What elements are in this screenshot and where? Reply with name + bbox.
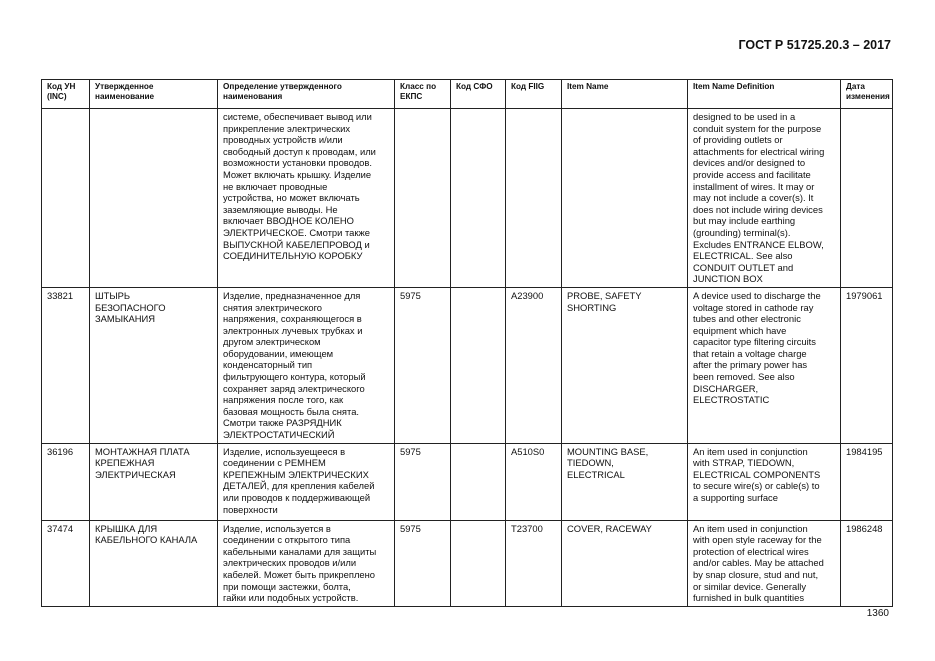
cell-text-line: been removed. See also [693, 371, 795, 383]
cell-change-date: 1984195 [841, 443, 893, 520]
cell-text-line: PROBE, SAFETY [567, 289, 642, 301]
cell-text-line: электрических проводов и/или [223, 557, 357, 569]
cell-text-line: при помощи застежки, болта, [223, 580, 351, 592]
cell-ekps-class: 5975 [395, 520, 451, 606]
cell-text-line: Может включать крышку. Изделие [223, 168, 372, 180]
cell-text-line: COVER, RACEWAY [567, 522, 652, 534]
cell-text-line: оборудовании, имеющем [223, 347, 334, 359]
cell-item-name [562, 443, 688, 520]
cell-text-line: базовая мощность была снята. [223, 405, 360, 417]
cell-item-name [562, 109, 688, 288]
cell-text-line: ELECTRICAL COMPONENTS [693, 468, 821, 480]
cell-text-line: Изделие, используещееся в [223, 445, 346, 457]
cell-item-name-definition [688, 520, 841, 606]
table-row [42, 287, 893, 443]
cell-text-line: КРЫШКА ДЛЯ [95, 522, 158, 534]
cell-text-line: КРЕПЕЖНЫМ ЭЛЕКТРИЧЕСКИХ [223, 468, 369, 480]
cell-text-line: ЭЛЕКТРИЧЕСКАЯ [95, 468, 176, 480]
cell-text-line: JUNCTION BOX [693, 273, 763, 285]
cell-text-line: of providing outlets or [693, 134, 783, 146]
cell-text-line: DISCHARGER, [693, 382, 759, 394]
column-header-inc: Код УН (INC) [42, 80, 90, 109]
cell-text-line: conduit system for the purpose [693, 122, 822, 134]
document-code: ГОСТ Р 51725.20.3 – 2017 [738, 38, 891, 52]
cell-text-line: конденсаторный тип [223, 359, 313, 371]
cell-text-line: An item used in conjunction [693, 445, 808, 457]
cell-text-line: фильтрующего контура, который [223, 371, 366, 383]
cell-fiig-code: T23700 [506, 520, 562, 606]
cell-text-line: включает ВВОДНОЕ КОЛЕНО [223, 215, 354, 227]
cell-text-line: installment of wires. It may or [693, 180, 815, 192]
cell-text-line: ДЕТАЛЕЙ, для крепления кабелей [223, 480, 375, 492]
column-header-name-definition: Определение утвержденного наименования [218, 80, 395, 109]
cell-text-line: кабельными каналами для защиты [223, 545, 377, 557]
cell-sfo-code [451, 287, 506, 443]
cell-definition-ru [218, 443, 395, 520]
cell-text-line: Excludes ENTRANCE ELBOW, [693, 238, 824, 250]
cell-definition-ru [218, 520, 395, 606]
cell-change-date [841, 109, 893, 288]
cell-change-date: 1986248 [841, 520, 893, 606]
cell-text-line: a supporting surface [693, 492, 778, 503]
cell-text-line: ЭЛЕКТРИЧЕСКОЕ. Смотри также [223, 226, 370, 238]
table-row [42, 520, 893, 606]
cell-text-line: An item used in conjunction [693, 522, 808, 534]
cell-text-line: напряжения, сохраняющегося в [223, 313, 362, 325]
cell-fiig-code: A510S0 [506, 443, 562, 520]
cell-text-line: designed to be used in a [693, 111, 796, 122]
cell-inc: 37474 [42, 520, 90, 606]
cell-approved-name [90, 520, 218, 606]
cell-text-line: гайки или подобных устройств. [223, 592, 359, 604]
cell-text-line: устройства, но может включать [223, 192, 360, 204]
cell-text-line: системе, обеспечивает вывод или [223, 111, 372, 122]
cell-text-line: voltage stored in cathode ray [693, 301, 814, 313]
cell-text-line: or similar device. Generally [693, 580, 807, 592]
column-header-item-name-definition: Item Name Definition [688, 80, 841, 109]
cell-change-date: 1979061 [841, 287, 893, 443]
table-row [42, 443, 893, 520]
cell-definition-ru [218, 109, 395, 288]
cell-text-line: кабелей. Может быть прикреплено [223, 569, 376, 580]
cell-ekps-class: 5975 [395, 443, 451, 520]
cell-text-line: tubes and other electronic [693, 313, 801, 325]
cell-text-line: ШТЫРЬ [95, 289, 131, 301]
cell-inc: 33821 [42, 287, 90, 443]
cell-text-line: ЭЛЕКТРОСТАТИЧЕСКИЙ [223, 429, 335, 441]
cell-fiig-code: A23900 [506, 287, 562, 443]
cell-text-line: прикрепление электрических [223, 122, 351, 134]
cell-text-line: соединении с открытого типа [223, 534, 351, 546]
cell-sfo-code [451, 109, 506, 288]
cell-text-line: Изделие, предназначенное для [223, 289, 361, 301]
cell-text-line: provide access and facilitate [693, 168, 811, 180]
cell-text-line: МОНТАЖНАЯ ПЛАТА [95, 445, 190, 457]
cell-inc [42, 109, 90, 288]
cell-text-line: не включает проводные [223, 180, 328, 192]
cell-text-line: CONDUIT OUTLET and [693, 261, 794, 273]
cell-approved-name [90, 109, 218, 288]
cell-item-name-definition [688, 109, 841, 288]
column-header-change-date: Дата изменения [841, 80, 893, 109]
cell-text-line: заземляющие выводы. Не [223, 203, 338, 215]
cell-inc: 36196 [42, 443, 90, 520]
cell-text-line: TIEDOWN, [567, 457, 614, 469]
cell-text-line: ELECTRICAL. See also [693, 250, 793, 262]
cell-text-line: проводных устройств и/или [223, 134, 343, 146]
cell-text-line: свободный доступ к проводам, или [223, 145, 376, 157]
cell-text-line: или проводов к поддерживающей [223, 492, 371, 503]
cell-text-line: A device used to discharge the [693, 289, 821, 301]
cell-text-line: снятия электрического [223, 301, 323, 313]
column-header-fiig-code: Код FIIG [506, 80, 562, 109]
cell-fiig-code [506, 109, 562, 288]
cell-text-line: Смотри также РАЗРЯДНИК [223, 417, 342, 429]
cell-text-line: with open style raceway for the [693, 534, 822, 546]
cell-text-line: сохраняет заряд электрического [223, 382, 365, 394]
page-number: 1360 [866, 608, 889, 619]
table-header [42, 80, 893, 109]
table-row-continued [42, 109, 893, 288]
cell-text-line: КАБЕЛЬНОГО КАНАЛА [95, 534, 198, 546]
cell-text-line: ELECTROSTATIC [693, 394, 770, 406]
cell-text-line: devices and/or designed to [693, 157, 806, 169]
cell-text-line: does not include wiring devices [693, 203, 823, 215]
cell-text-line: protection of electrical wires [693, 545, 809, 557]
cell-text-line: capacitor type filtering circuits [693, 336, 816, 348]
cell-text-line: другом электрическом [223, 336, 321, 348]
cell-text-line: SHORTING [567, 301, 617, 313]
cell-sfo-code [451, 520, 506, 606]
cell-definition-ru [218, 287, 395, 443]
cell-text-line: электронных лучевых трубках и [223, 324, 363, 336]
cell-sfo-code [451, 443, 506, 520]
column-header-item-name: Item Name [562, 80, 688, 109]
cell-item-name [562, 520, 688, 606]
cell-text-line: ELECTRICAL [567, 468, 625, 480]
cell-text-line: attachments for electrical wiring [693, 145, 825, 157]
cell-text-line: but may include earthing [693, 215, 796, 227]
cell-ekps-class [395, 109, 451, 288]
cell-text-line: возможности установки проводов. [223, 157, 372, 169]
column-header-approved-name: Утвержденное наименование [90, 80, 218, 109]
cell-approved-name [90, 443, 218, 520]
cell-text-line: to secure wire(s) or cable(s) to [693, 480, 820, 492]
cell-text-line: with STRAP, TIEDOWN, [693, 457, 795, 469]
cell-text-line: (grounding) terminal(s). [693, 226, 791, 238]
cell-text-line: equipment which have [693, 324, 787, 336]
cell-text-line: ЗАМЫКАНИЯ [95, 313, 156, 325]
cell-text-line: that retain a voltage charge [693, 347, 807, 359]
cell-ekps-class: 5975 [395, 287, 451, 443]
cell-text-line: напряжения после того, как [223, 394, 344, 406]
cell-text-line: and/or cables. May be attached [693, 557, 824, 569]
cell-approved-name [90, 287, 218, 443]
cell-text-line: БЕЗОПАСНОГО [95, 301, 166, 313]
cell-text-line: may not include a cover(s). It [693, 192, 814, 204]
cell-text-line: СОЕДИНИТЕЛЬНУЮ КОРОБКУ [223, 250, 363, 262]
cell-text-line: MOUNTING BASE, [567, 445, 649, 457]
cell-text-line: КРЕПЕЖНАЯ [95, 457, 155, 469]
cell-item-name-definition [688, 287, 841, 443]
cell-text-line: поверхности [223, 503, 278, 515]
cell-text-line: соединении с РЕМНЕМ [223, 457, 326, 469]
cell-item-name-definition [688, 443, 841, 520]
cell-text-line: Изделие, используется в [223, 522, 331, 534]
cell-text-line: furnished in bulk quantities [693, 592, 805, 604]
cell-text-line: ВЫПУСКНОЙ КАБЕЛЕПРОВОД и [223, 238, 370, 250]
specification-table [41, 79, 893, 607]
cell-text-line: by snap closure, stud and nut, [693, 569, 819, 580]
column-header-ekps-class: Класс по ЕКПС [395, 80, 451, 109]
column-header-sfo-code: Код СФО [451, 80, 506, 109]
cell-item-name [562, 287, 688, 443]
cell-text-line: after the primary power has [693, 359, 808, 371]
